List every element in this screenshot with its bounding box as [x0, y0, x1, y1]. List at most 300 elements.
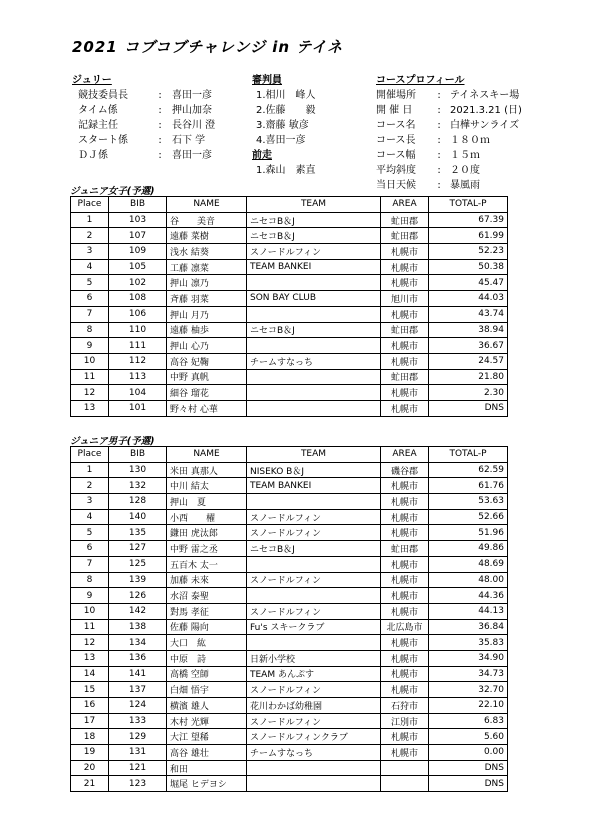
total-cell: 36.67 [429, 338, 508, 354]
table-row [71, 385, 508, 401]
place-cell: 5 [71, 525, 109, 541]
name-cell: 遠藤 菜樹 [167, 228, 247, 244]
jury-separator: : [158, 105, 162, 116]
total-cell: 48.00 [429, 572, 508, 588]
name-cell: 押山 心乃 [167, 338, 247, 354]
bib-cell: 105 [109, 259, 167, 275]
course-separator: : [437, 105, 441, 116]
column-header: NAME [167, 447, 247, 463]
jury-role: スタート係 [78, 135, 128, 146]
bib-cell: 136 [109, 650, 167, 666]
team-cell: Fu's スキークラブ [247, 619, 381, 635]
bib-cell: 109 [109, 244, 167, 260]
area-cell: 虻田郡 [381, 369, 429, 385]
place-cell: 3 [71, 494, 109, 510]
jury-row [72, 88, 215, 103]
name-cell: 斉藤 羽菜 [167, 291, 247, 307]
course-label: 平均斜度 [376, 165, 416, 176]
total-cell: 61.76 [429, 478, 508, 494]
table-row [71, 494, 508, 510]
team-cell: TEAM BANKEI [247, 259, 381, 275]
jury-separator: : [158, 90, 162, 101]
course-separator: : [437, 180, 441, 191]
course-row [376, 133, 522, 148]
jury-row [72, 118, 215, 133]
name-cell: 對馬 孝征 [167, 603, 247, 619]
total-cell: 45.47 [429, 275, 508, 291]
table-row [71, 228, 508, 244]
place-cell: 9 [71, 588, 109, 604]
jury-name: 長谷川 澄 [172, 120, 216, 131]
jury-name: 喜田一彦 [172, 150, 212, 161]
course-value: １５ｍ [450, 150, 480, 161]
name-cell: 中川 結太 [167, 478, 247, 494]
bib-cell: 126 [109, 588, 167, 604]
name-cell: 遠藤 柚歩 [167, 322, 247, 338]
place-cell: 8 [71, 322, 109, 338]
table-row [71, 713, 508, 729]
name-cell: 押山 夏 [167, 494, 247, 510]
course-row [376, 88, 522, 103]
area-cell: 札幌市 [381, 275, 429, 291]
place-cell: 1 [71, 212, 109, 228]
team-cell [247, 760, 381, 776]
total-cell: 24.57 [429, 353, 508, 369]
course-label: 当日天候 [376, 180, 416, 191]
judge-row: 3.齋藤 敏彦 [256, 120, 309, 131]
course-value: ２０度 [450, 165, 480, 176]
name-cell: 和田 [167, 760, 247, 776]
name-cell: 高谷 雄壮 [167, 745, 247, 761]
bib-cell: 141 [109, 666, 167, 682]
course-value: 暴風雨 [450, 180, 480, 191]
area-cell: 札幌市 [381, 385, 429, 401]
area-cell: 札幌市 [381, 338, 429, 354]
table-row [71, 369, 508, 385]
course-separator: : [437, 120, 441, 131]
total-cell: DNS [429, 400, 508, 416]
course-label: コース長 [376, 135, 416, 146]
place-cell: 2 [71, 478, 109, 494]
bib-cell: 104 [109, 385, 167, 401]
name-cell: 五百木 太一 [167, 556, 247, 572]
boys-section-title: ジュニア男子(予選) [70, 436, 155, 447]
course-label: 開催場所 [376, 90, 416, 101]
area-cell: 磯谷郡 [381, 462, 429, 478]
course-row [376, 148, 522, 163]
table-row [71, 322, 508, 338]
place-cell: 17 [71, 713, 109, 729]
area-cell: 札幌市 [381, 478, 429, 494]
name-cell: 木村 光輝 [167, 713, 247, 729]
place-cell: 10 [71, 353, 109, 369]
place-cell: 7 [71, 306, 109, 322]
team-cell: ニセコB＆J [247, 322, 381, 338]
total-cell: 53.63 [429, 494, 508, 510]
name-cell: 中野 雷之丞 [167, 541, 247, 557]
area-cell: 江別市 [381, 713, 429, 729]
place-cell: 12 [71, 635, 109, 651]
bib-cell: 140 [109, 509, 167, 525]
total-cell: 34.73 [429, 666, 508, 682]
total-cell: DNS [429, 776, 508, 792]
table-row [71, 212, 508, 228]
jury-separator: : [158, 120, 162, 131]
team-cell: ニセコB＆J [247, 541, 381, 557]
place-cell: 3 [71, 244, 109, 260]
course-row [376, 103, 522, 118]
area-cell: 札幌市 [381, 400, 429, 416]
judge-row: 1.相川 峰人 [256, 90, 316, 101]
page-title: 2021 コブコブチャレンジ in テイネ [72, 38, 344, 56]
course-profile-heading: コースプロフィール [376, 75, 465, 86]
place-cell: 18 [71, 729, 109, 745]
team-cell: スノードルフィン [247, 525, 381, 541]
jury-role: 記録主任 [78, 120, 118, 131]
team-cell: TEAM あんぷす [247, 666, 381, 682]
team-cell: 花川わかば幼稚園 [247, 698, 381, 714]
column-header: Place [71, 447, 109, 463]
area-cell: 虻田郡 [381, 228, 429, 244]
table-row [71, 572, 508, 588]
team-cell: TEAM BANKEI [247, 478, 381, 494]
name-cell: 大口 紘 [167, 635, 247, 651]
place-cell: 1 [71, 462, 109, 478]
jury-heading: ジュリー [72, 75, 112, 86]
table-row [71, 400, 508, 416]
total-cell: 35.83 [429, 635, 508, 651]
name-cell: 細谷 瑠花 [167, 385, 247, 401]
course-separator: : [437, 165, 441, 176]
area-cell: 札幌市 [381, 244, 429, 260]
table-row [71, 650, 508, 666]
bib-cell: 128 [109, 494, 167, 510]
team-cell: NISEKO B＆J [247, 462, 381, 478]
team-cell: ニセコB＆J [247, 228, 381, 244]
table-row [71, 682, 508, 698]
bib-cell: 123 [109, 776, 167, 792]
total-cell: 36.84 [429, 619, 508, 635]
table-row [71, 338, 508, 354]
bib-cell: 134 [109, 635, 167, 651]
area-cell: 北広島市 [381, 619, 429, 635]
bib-cell: 103 [109, 212, 167, 228]
total-cell: 6.83 [429, 713, 508, 729]
area-cell: 札幌市 [381, 306, 429, 322]
total-cell: 62.59 [429, 462, 508, 478]
name-cell: 高橋 空師 [167, 666, 247, 682]
area-cell: 札幌市 [381, 525, 429, 541]
team-cell [247, 369, 381, 385]
place-cell: 12 [71, 385, 109, 401]
team-cell [247, 556, 381, 572]
team-cell [247, 400, 381, 416]
name-cell: 谷 美音 [167, 212, 247, 228]
team-cell: スノードルフィン [247, 713, 381, 729]
place-cell: 21 [71, 776, 109, 792]
bib-cell: 108 [109, 291, 167, 307]
place-cell: 6 [71, 291, 109, 307]
total-cell: 67.39 [429, 212, 508, 228]
place-cell: 11 [71, 619, 109, 635]
table-row [71, 776, 508, 792]
total-cell: 0.00 [429, 745, 508, 761]
total-cell: 5.60 [429, 729, 508, 745]
total-cell: 21.80 [429, 369, 508, 385]
bib-cell: 121 [109, 760, 167, 776]
name-cell: 中野 真帆 [167, 369, 247, 385]
table-row [71, 635, 508, 651]
total-cell: DNS [429, 760, 508, 776]
place-cell: 9 [71, 338, 109, 354]
team-cell: SON BAY CLUB [247, 291, 381, 307]
table-row [71, 619, 508, 635]
area-cell: 札幌市 [381, 556, 429, 572]
table-row [71, 745, 508, 761]
area-cell: 札幌市 [381, 353, 429, 369]
table-row [71, 541, 508, 557]
bib-cell: 111 [109, 338, 167, 354]
team-cell [247, 776, 381, 792]
area-cell [381, 776, 429, 792]
table-row [71, 525, 508, 541]
total-cell: 32.70 [429, 682, 508, 698]
area-cell: 札幌市 [381, 259, 429, 275]
boys-results-table [70, 446, 508, 792]
area-cell: 札幌市 [381, 635, 429, 651]
place-cell: 5 [71, 275, 109, 291]
bib-cell: 102 [109, 275, 167, 291]
bib-cell: 113 [109, 369, 167, 385]
jury-role: 競技委員長 [78, 90, 128, 101]
table-row [71, 478, 508, 494]
jury-role: タイム係 [78, 105, 118, 116]
judges-heading: 審判員 [252, 75, 282, 86]
name-cell: 野々村 心華 [167, 400, 247, 416]
forerunner-heading: 前走 [252, 150, 272, 161]
team-cell: スノードルフィン [247, 603, 381, 619]
course-row [376, 163, 522, 178]
name-cell: 押山 月乃 [167, 306, 247, 322]
place-cell: 15 [71, 682, 109, 698]
team-cell: スノードルフィン [247, 682, 381, 698]
area-cell: 虻田郡 [381, 212, 429, 228]
table-row [71, 760, 508, 776]
table-row [71, 462, 508, 478]
bib-cell: 138 [109, 619, 167, 635]
course-row [376, 118, 522, 133]
course-label: 開 催 日 [376, 105, 413, 116]
area-cell: 札幌市 [381, 509, 429, 525]
team-cell [247, 385, 381, 401]
column-header: BIB [109, 197, 167, 213]
table-row [71, 291, 508, 307]
table-row [71, 244, 508, 260]
judge-row: 2.佐藤 毅 [256, 105, 316, 116]
team-cell: スノードルフィン [247, 509, 381, 525]
name-cell: 白畑 悟宇 [167, 682, 247, 698]
name-cell: 小西 櫂 [167, 509, 247, 525]
jury-separator: : [158, 135, 162, 146]
total-cell: 52.23 [429, 244, 508, 260]
total-cell: 44.13 [429, 603, 508, 619]
jury-role: ＤＪ係 [78, 150, 108, 161]
bib-cell: 125 [109, 556, 167, 572]
bib-cell: 142 [109, 603, 167, 619]
team-cell: スノードルフィンクラブ [247, 729, 381, 745]
judge-row: 4.喜田一彦 [256, 135, 306, 146]
forerunner-row: 1.森山 素直 [256, 165, 316, 176]
team-cell [247, 494, 381, 510]
area-cell: 札幌市 [381, 666, 429, 682]
table-row [71, 259, 508, 275]
place-cell: 19 [71, 745, 109, 761]
judges-block [252, 73, 316, 178]
course-value: １８０ｍ [450, 135, 490, 146]
place-cell: 7 [71, 556, 109, 572]
jury-row [72, 133, 215, 148]
area-cell: 札幌市 [381, 650, 429, 666]
area-cell: 虻田郡 [381, 541, 429, 557]
jury-separator: : [158, 150, 162, 161]
course-separator: : [437, 150, 441, 161]
name-cell: 水沼 泰聖 [167, 588, 247, 604]
name-cell: 佐藤 陽向 [167, 619, 247, 635]
team-cell [247, 306, 381, 322]
team-cell: チームすなっち [247, 745, 381, 761]
course-row [376, 178, 522, 193]
total-cell: 34.90 [429, 650, 508, 666]
column-header: BIB [109, 447, 167, 463]
jury-name: 石下 学 [172, 135, 206, 146]
course-separator: : [437, 135, 441, 146]
bib-cell: 101 [109, 400, 167, 416]
girls-results-table [70, 196, 508, 417]
place-cell: 2 [71, 228, 109, 244]
name-cell: 中原 詩 [167, 650, 247, 666]
name-cell: 高谷 妃鞠 [167, 353, 247, 369]
course-label: コース幅 [376, 150, 416, 161]
course-value: テイネスキー場 [450, 90, 520, 101]
area-cell: 虻田郡 [381, 322, 429, 338]
bib-cell: 110 [109, 322, 167, 338]
name-cell: 大江 望稀 [167, 729, 247, 745]
column-header: AREA [381, 447, 429, 463]
bib-cell: 129 [109, 729, 167, 745]
bib-cell: 127 [109, 541, 167, 557]
bib-cell: 106 [109, 306, 167, 322]
column-header: TOTAL-P [429, 447, 508, 463]
table-row [71, 275, 508, 291]
area-cell: 札幌市 [381, 572, 429, 588]
jury-row [72, 103, 215, 118]
bib-cell: 112 [109, 353, 167, 369]
table-row [71, 353, 508, 369]
place-cell: 10 [71, 603, 109, 619]
jury-block [72, 73, 215, 163]
course-value: 2021.3.21 (日) [450, 105, 522, 116]
total-cell: 52.66 [429, 509, 508, 525]
total-cell: 48.69 [429, 556, 508, 572]
place-cell: 6 [71, 541, 109, 557]
team-cell [247, 635, 381, 651]
table-row [71, 509, 508, 525]
bib-cell: 130 [109, 462, 167, 478]
team-cell: スノードルフィン [247, 244, 381, 260]
table-row [71, 556, 508, 572]
team-cell [247, 338, 381, 354]
total-cell: 50.38 [429, 259, 508, 275]
table-row [71, 603, 508, 619]
total-cell: 61.99 [429, 228, 508, 244]
area-cell: 石狩市 [381, 698, 429, 714]
team-cell: 日新小学校 [247, 650, 381, 666]
column-header: TEAM [247, 197, 381, 213]
total-cell: 44.36 [429, 588, 508, 604]
place-cell: 11 [71, 369, 109, 385]
name-cell: 米田 真那人 [167, 462, 247, 478]
area-cell: 札幌市 [381, 745, 429, 761]
team-cell [247, 588, 381, 604]
bib-cell: 137 [109, 682, 167, 698]
course-profile-block [376, 73, 522, 193]
area-cell: 札幌市 [381, 603, 429, 619]
table-row [71, 588, 508, 604]
total-cell: 22.10 [429, 698, 508, 714]
area-cell: 旭川市 [381, 291, 429, 307]
bib-cell: 135 [109, 525, 167, 541]
table-row [71, 698, 508, 714]
total-cell: 38.94 [429, 322, 508, 338]
total-cell: 44.03 [429, 291, 508, 307]
total-cell: 51.96 [429, 525, 508, 541]
table-row [71, 306, 508, 322]
total-cell: 43.74 [429, 306, 508, 322]
jury-name: 喜田一彦 [172, 90, 212, 101]
name-cell: 堀尾 ヒデヨシ [167, 776, 247, 792]
area-cell: 札幌市 [381, 729, 429, 745]
bib-cell: 131 [109, 745, 167, 761]
team-cell [247, 275, 381, 291]
place-cell: 13 [71, 650, 109, 666]
bib-cell: 107 [109, 228, 167, 244]
team-cell: チームすなっち [247, 353, 381, 369]
team-cell: ニセコB＆J [247, 212, 381, 228]
girls-section-title: ジュニア女子(予選) [70, 186, 155, 197]
course-separator: : [437, 90, 441, 101]
place-cell: 4 [71, 509, 109, 525]
area-cell: 札幌市 [381, 588, 429, 604]
place-cell: 4 [71, 259, 109, 275]
total-cell: 49.86 [429, 541, 508, 557]
table-row [71, 729, 508, 745]
area-cell: 札幌市 [381, 494, 429, 510]
name-cell: 押山 凛乃 [167, 275, 247, 291]
place-cell: 16 [71, 698, 109, 714]
jury-name: 押山加奈 [172, 105, 212, 116]
column-header: AREA [381, 197, 429, 213]
place-cell: 13 [71, 400, 109, 416]
place-cell: 20 [71, 760, 109, 776]
column-header: Place [71, 197, 109, 213]
name-cell: 横濱 雄人 [167, 698, 247, 714]
place-cell: 14 [71, 666, 109, 682]
column-header: TOTAL-P [429, 197, 508, 213]
table-row [71, 666, 508, 682]
jury-row [72, 148, 215, 163]
name-cell: 工藤 凛菜 [167, 259, 247, 275]
column-header: TEAM [247, 447, 381, 463]
